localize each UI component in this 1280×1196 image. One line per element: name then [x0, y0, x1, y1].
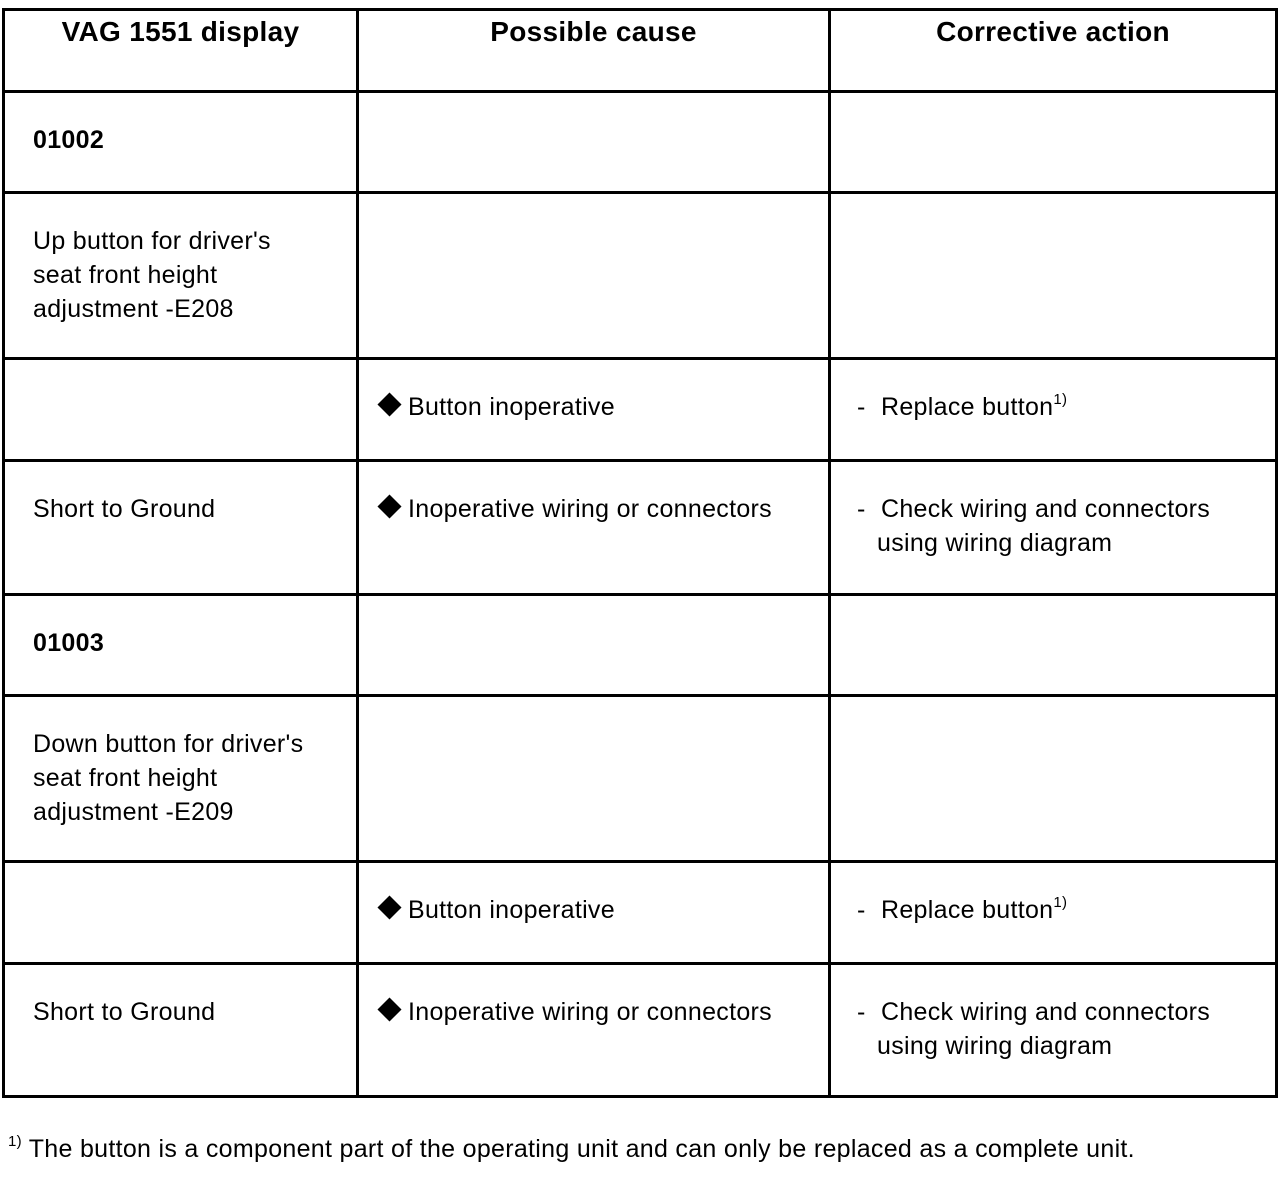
footnote-marker: 1) [8, 1132, 22, 1150]
possible-cause: Inoperative wiring or connectors [359, 965, 828, 1029]
component-description: Down button for driver's seat front height adjustment -E209 [33, 730, 304, 826]
fault-type: Short to Ground [33, 495, 216, 523]
header-row [4, 10, 1277, 92]
table-row [4, 862, 1277, 964]
header-possible-cause: Possible cause [358, 10, 830, 92]
header-corrective-action: Corrective action [830, 10, 1277, 92]
corrective-action: - Check wiring and connectors using wiring diagram [857, 998, 1211, 1060]
possible-cause: Inoperative wiring or connectors [359, 462, 828, 526]
header-vag-display: VAG 1551 display [4, 10, 358, 92]
diamond-bullet-icon [377, 494, 401, 518]
corrective-action: - Check wiring and connectors using wiring diagram [857, 495, 1211, 557]
table-row [4, 92, 1277, 193]
corrective-action: - Replace button$^{1)}$ [857, 390, 1068, 421]
corrective-action: - Replace button$^{1)}$ [857, 893, 1068, 924]
table-row [4, 193, 1277, 359]
table-row [4, 696, 1277, 862]
diamond-bullet-icon [377, 997, 401, 1021]
diamond-bullet-icon [377, 895, 401, 919]
possible-cause: Button inoperative [359, 863, 828, 927]
table-row [4, 359, 1277, 461]
footnote-ref: 1) [1053, 390, 1068, 408]
component-description: Up button for driver's seat front height adjustment -E208 [33, 227, 271, 323]
fault-type: Short to Ground [33, 998, 216, 1026]
footnote [8, 1132, 1168, 1166]
fault-code: 01003 [33, 629, 105, 657]
fault-code: 01002 [33, 126, 105, 154]
table-row [4, 595, 1277, 696]
diagnostic-table [2, 8, 1278, 1098]
footnote-text: The button is a component part of the operating unit and can only be replaced as a complete unit. [28, 1135, 1135, 1163]
table-row [4, 964, 1277, 1097]
possible-cause: Button inoperative [359, 360, 828, 424]
table-row [4, 461, 1277, 595]
diamond-bullet-icon [377, 392, 401, 416]
footnote-ref: 1) [1053, 893, 1068, 911]
